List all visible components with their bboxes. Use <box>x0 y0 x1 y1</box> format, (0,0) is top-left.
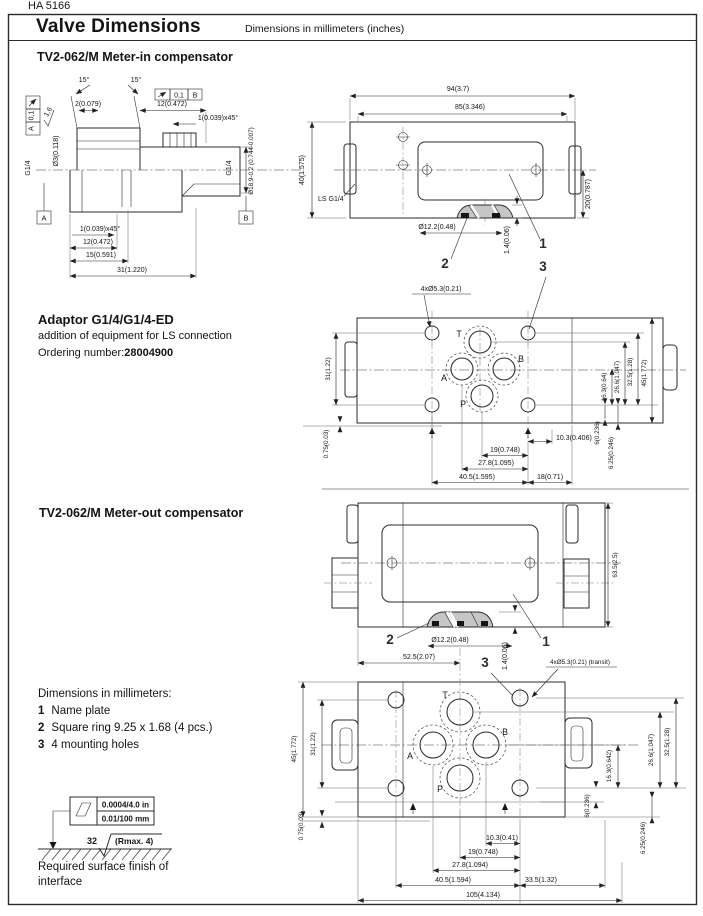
name-plate <box>418 142 543 200</box>
dim-40: 40(1.575) <box>299 155 306 185</box>
port-t-out: T <box>442 690 448 700</box>
square-ring <box>457 205 513 218</box>
legend-title: Dimensions in millimeters: <box>38 688 172 700</box>
legend-item <box>38 720 213 737</box>
dim-63-5: 63.5(2.5) <box>612 552 619 578</box>
dim-19-out: 19(0.748) <box>468 849 498 856</box>
adaptor-subtext: addition of equipment for LS connection <box>38 330 232 342</box>
port-p: P <box>460 399 466 409</box>
legend-item-number: 2 <box>38 722 45 734</box>
dim-32-5: 32.5(1.28) <box>627 357 634 387</box>
adaptor-view <box>303 286 686 485</box>
port-b: B <box>518 354 524 364</box>
surface-finish-caption <box>38 860 168 890</box>
dim-45-out: 45(1.772) <box>291 735 298 763</box>
order-number: 28004900 <box>124 347 174 359</box>
page-title: Valve Dimensions <box>36 16 201 37</box>
dim-6-out: 6(0.236) <box>584 794 591 818</box>
callout-3: 3 <box>539 259 547 274</box>
heading-meter-in: TV2-062/M Meter-in compensator <box>37 50 233 64</box>
dim-10-3-out: 10.3(0.41) <box>486 835 518 842</box>
legend-item-label: Square ring 9.25 x 1.68 (4 pcs.) <box>51 722 213 734</box>
dim-40-5: 40.5(1.595) <box>459 474 495 481</box>
dim-angle-left: 15° <box>78 77 90 84</box>
tolerance-value: 0,1 <box>174 92 184 100</box>
roughness-value: 1,6 <box>43 106 55 119</box>
callout-1: 1 <box>539 236 547 251</box>
tolerance-datum-ref: B <box>192 92 198 100</box>
callout-2-out: 2 <box>386 632 394 647</box>
port-a: A <box>441 373 447 383</box>
dim-dia12-2-out: Ø12.2(0.48) <box>431 637 469 644</box>
caption-line2: interface <box>38 876 83 888</box>
dim-85: 85(3.346) <box>455 104 485 111</box>
surface-finish-symbol <box>38 797 172 860</box>
flatness-mm: 0.01/100 mm <box>101 814 150 824</box>
legend-item-number: 1 <box>38 705 45 717</box>
doc-number: HA 5166 <box>28 0 71 12</box>
dim-31-adaptor: 31(1.22) <box>325 357 332 381</box>
heading-adaptor: Adaptor G1/4/G1/4-ED <box>38 312 174 327</box>
page-subtitle: Dimensions in millimeters (inches) <box>245 23 405 35</box>
meter-in-section-view <box>25 76 302 278</box>
dim-94: 94(3.7) <box>446 86 470 93</box>
dim-32-5-out: 32.5(1.28) <box>664 727 671 757</box>
dim-16-3: 16.3(0.64) <box>601 372 608 402</box>
dim-angle-right: 15° <box>130 77 142 84</box>
tolerance-frame-b <box>155 89 202 100</box>
port-ls-g14: LS G1/4 <box>318 196 344 203</box>
legend-item <box>38 737 213 754</box>
dim-0-75: 0.75(0.03) <box>323 429 330 459</box>
dim-26-6-out: 26.6(1.047) <box>648 733 655 767</box>
dim-dia3: Ø3(0.118) <box>53 135 60 167</box>
flatness-icon <box>76 803 91 816</box>
roughness-note: (Rmax. 4) <box>115 836 154 846</box>
tolerance-datum-a-ref: A <box>28 126 36 131</box>
dim-0-75-out: 0.75(0.03) <box>298 811 305 841</box>
port-p-out: P <box>437 784 443 794</box>
name-plate-2 <box>382 525 538 602</box>
callout-2: 2 <box>441 256 449 271</box>
dim-6-25-out: 6.25(0.246) <box>640 821 647 855</box>
legend-item-label: 4 mounting holes <box>51 739 139 751</box>
dim-16-3-out: 16.3(0.642) <box>606 749 613 783</box>
dim-1-4-out: 1.4(0.06) <box>502 641 509 671</box>
dim-18: 18(0.71) <box>536 474 564 481</box>
dim-31: 31(1.220) <box>117 267 147 274</box>
dim-45: 45(1.772) <box>641 359 648 387</box>
legend <box>38 686 213 754</box>
dim-105-out: 105(4.134) <box>466 892 500 899</box>
dim-20: 20(0.787) <box>585 179 592 209</box>
callout-1-out: 1 <box>542 634 550 649</box>
dim-chamfer-top: 1(0.039)x45° <box>197 115 239 122</box>
dim-15: 15(0.591) <box>86 252 116 259</box>
dim-6: 6(0.236) <box>594 421 601 445</box>
dim-6-25: 6.25(0.246) <box>608 436 615 470</box>
dim-27-8-out: 27.8(1.094) <box>452 862 488 869</box>
dim-26-6: 26.6(1.047) <box>614 360 621 394</box>
dim-chamfer-bottom: 1(0.039)x45° <box>79 226 121 233</box>
order-label: Ordering number: <box>38 347 125 359</box>
hex-fitting-right <box>556 559 616 608</box>
legend-item <box>38 703 213 720</box>
roughness-32: 32 <box>86 836 97 846</box>
meter-out-top-view <box>324 503 621 697</box>
port-g14-right: G1/4 <box>226 160 233 176</box>
dim-dia12-2: Ø12.2(0.48) <box>418 224 456 231</box>
dim-dia18-9: Ø18,9-0.2 (0.744-0.007) <box>248 127 255 195</box>
legend-item-label: Name plate <box>51 705 111 717</box>
tolerance-value-a: 0,1 <box>28 110 36 121</box>
dim-27-8: 27.8(1.095) <box>478 460 514 467</box>
heading-meter-out: TV2-062/M Meter-out compensator <box>39 506 244 520</box>
legend-item-number: 3 <box>38 739 45 751</box>
adaptor-order-line <box>38 345 232 362</box>
square-ring-2 <box>427 612 493 627</box>
dim-52-5: 52.5(2.07) <box>403 654 435 661</box>
bolt-head-right <box>565 718 592 768</box>
dim-10-3: 10.3(0.406) <box>556 435 592 442</box>
port-t: T <box>456 329 462 339</box>
callout-3-out: 3 <box>481 655 489 670</box>
meter-out-face-view <box>291 648 686 903</box>
tolerance-frame-a <box>26 96 40 135</box>
hex-fitting-left <box>324 558 372 608</box>
label-transit-holes: 4xØ5.3(0.21) (transit) <box>550 659 610 666</box>
datum-b: B <box>243 213 249 223</box>
adaptor-text-block <box>38 311 232 362</box>
port-a-out: A <box>407 751 413 761</box>
caption-line1: Required surface finish of <box>38 861 169 873</box>
port-g14-left: G1/4 <box>25 160 32 176</box>
port-b-out: B <box>502 727 508 737</box>
dim-31-out: 31(1.22) <box>310 732 317 756</box>
flatness-in: 0.0004/4.0 in <box>101 800 150 810</box>
label-mounting-holes: 4xØ5.3(0.21) <box>420 286 462 293</box>
dim-12-top: 12(0.472) <box>157 101 187 108</box>
dim-1-4: 1.4(0.06) <box>504 225 511 255</box>
dim-19: 19(0.748) <box>490 447 520 454</box>
dim-33-5-out: 33.5(1.32) <box>525 877 557 884</box>
dim-12-bottom: 12(0.472) <box>83 239 113 246</box>
dim-2: 2(0.079) <box>74 101 102 108</box>
dim-40-5-out: 40.5(1.594) <box>435 877 471 884</box>
page-border <box>9 15 697 905</box>
datum-a: A <box>41 213 47 223</box>
